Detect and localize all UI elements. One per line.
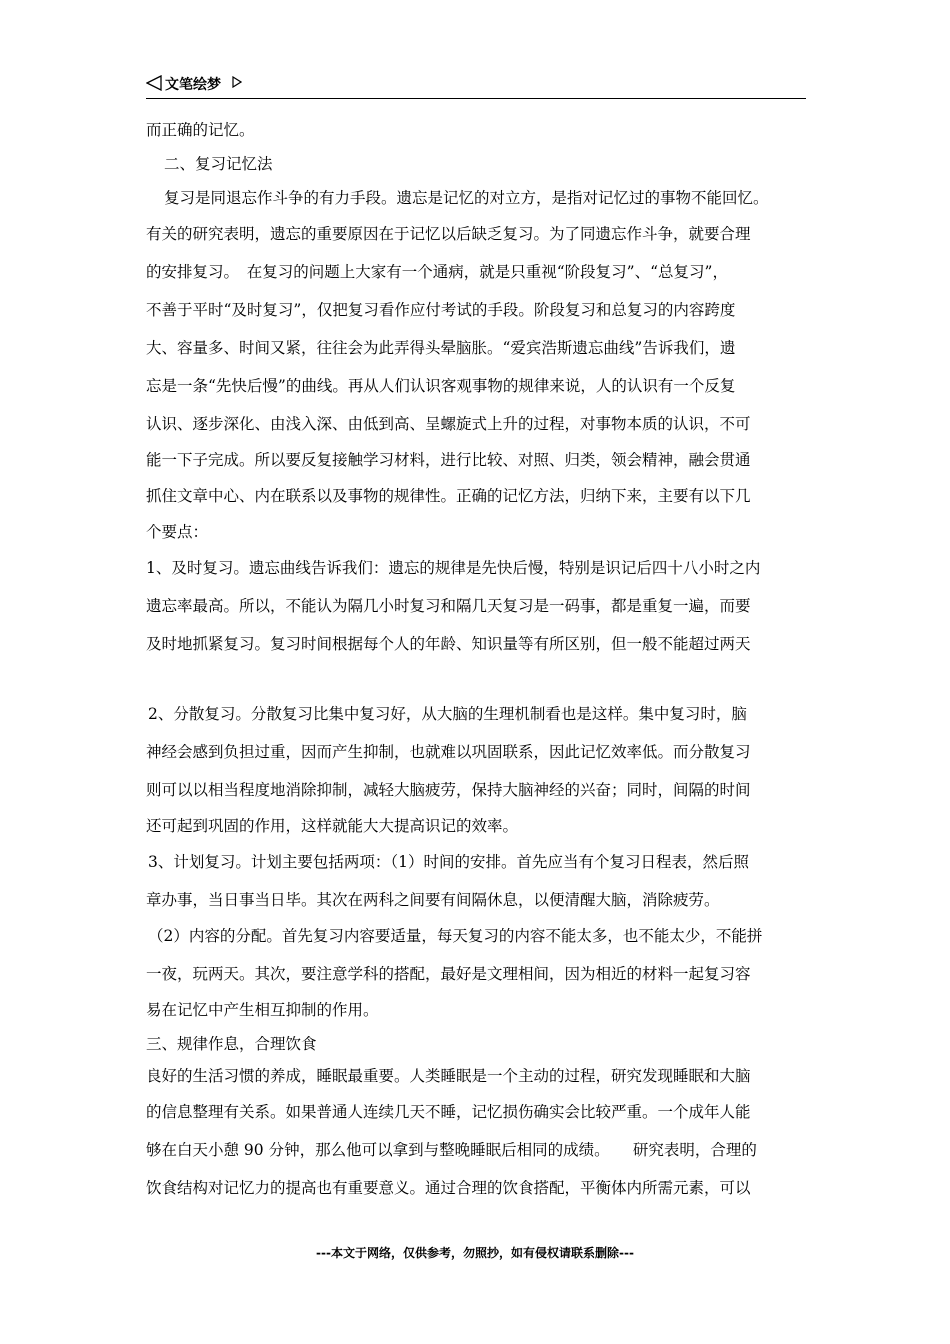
body-line: 认识、逐步深化、由浅入深、由低到高、呈螺旋式上升的过程，对事物本质的认识，不可	[146, 415, 751, 433]
body-line: 能一下子完成。所以要反复接触学习材料，进行比较、对照、归类，领会精神，融会贯通	[146, 451, 751, 469]
header-title: 文笔绘梦	[165, 77, 221, 93]
body-line: 忘是一条“先快后慢”的曲线。再从人们认识客观事物的规律来说，人的认识有一个反复	[146, 377, 736, 395]
body-line: 的信息整理有关系。如果普通人连续几天不睡，记忆损伤确实会比较严重。一个成年人能	[146, 1103, 751, 1121]
body-line: 不善于平时“及时复习”，仅把复习看作应付考试的手段。阶段复习和总复习的内容跨度	[146, 301, 736, 319]
body-line: 章办事，当日事当日毕。其次在两科之间要有间隔休息，以便清醒大脑，消除疲劳。	[146, 891, 720, 909]
right-triangle-icon	[232, 76, 242, 88]
left-triangle-icon	[146, 75, 162, 91]
body-line: 个要点：	[146, 523, 209, 541]
body-line: 复习是同退忘作斗争的有力手段。遗忘是记忆的对立方，是指对记忆过的事物不能回忆。	[164, 189, 769, 207]
body-line: （2）内容的分配。首先复习内容要适量，每天复习的内容不能太多，也不能太少，不能拼	[148, 927, 763, 945]
body-line: 抓住文章中心、内在联系以及事物的规律性。正确的记忆方法，归纳下来，主要有以下几	[146, 487, 751, 505]
body-line: 大、容量多、时间又紧，往往会为此弄得头晕脑胀。“爱宾浩斯遗忘曲线”告诉我们，遗	[146, 339, 736, 357]
body-line: 一夜，玩两天。其次，要注意学科的搭配，最好是文理相间，因为相近的材料一起复习容	[146, 965, 751, 983]
body-line: 则可以以相当程度地消除抑制，减轻大脑疲劳，保持大脑神经的兴奋；同时，间隔的时间	[146, 781, 751, 799]
body-line: 良好的生活习惯的养成，睡眠最重要。人类睡眠是一个主动的过程，研究发现睡眠和大脑	[146, 1067, 751, 1085]
body-line: 及时地抓紧复习。复习时间根据每个人的年龄、知识量等有所区别，但一般不能超过两天	[146, 635, 751, 653]
body-line: 遗忘率最高。所以，不能认为隔几小时复习和隔几天复习是一码事，都是重复一遍，而要	[146, 597, 751, 615]
body-line: 有关的研究表明，遗忘的重要原因在于记忆以后缺乏复习。为了同遗忘作斗争，就要合理	[146, 225, 751, 243]
page-header	[146, 72, 806, 99]
body-line: 够在白天小憩 90 分钟，那么他可以拿到与整晚睡眠后相同的成绩。 研究表明，合理的	[146, 1141, 757, 1159]
body-line: 饮食结构对记忆力的提高也有重要意义。通过合理的饮食搭配，平衡体内所需元素，可以	[146, 1179, 751, 1197]
body-line: 易在记忆中产生相互抑制的作用。	[146, 1001, 379, 1019]
body-line: 3、计划复习。计划主要包括两项：（1）时间的安排。首先应当有个复习日程表，然后照	[148, 853, 749, 871]
body-line: 二、复习记忆法	[164, 155, 273, 173]
body-line: 1、及时复习。遗忘曲线告诉我们：遗忘的规律是先快后慢，特别是识记后四十八小时之内	[146, 559, 761, 577]
body-line: 三、规律作息，合理饮食	[146, 1035, 317, 1053]
body-line: 2、分散复习。分散复习比集中复习好，从大脑的生理机制看也是这样。集中复习时，脑	[148, 705, 747, 723]
body-line: 还可起到巩固的作用，这样就能大大提高识记的效率。	[146, 817, 519, 835]
footer-disclaimer: ---本文于网络，仅供参考，勿照抄，如有侵权请联系删除---	[316, 1246, 634, 1260]
body-line: 而正确的记忆。	[146, 121, 255, 139]
body-line: 的安排复习。 在复习的问题上大家有一个通病，就是只重视“阶段复习”、“总复习”，	[146, 263, 728, 281]
body-line: 神经会感到负担过重，因而产生抑制，也就难以巩固联系，因此记忆效率低。而分散复习	[146, 743, 751, 761]
